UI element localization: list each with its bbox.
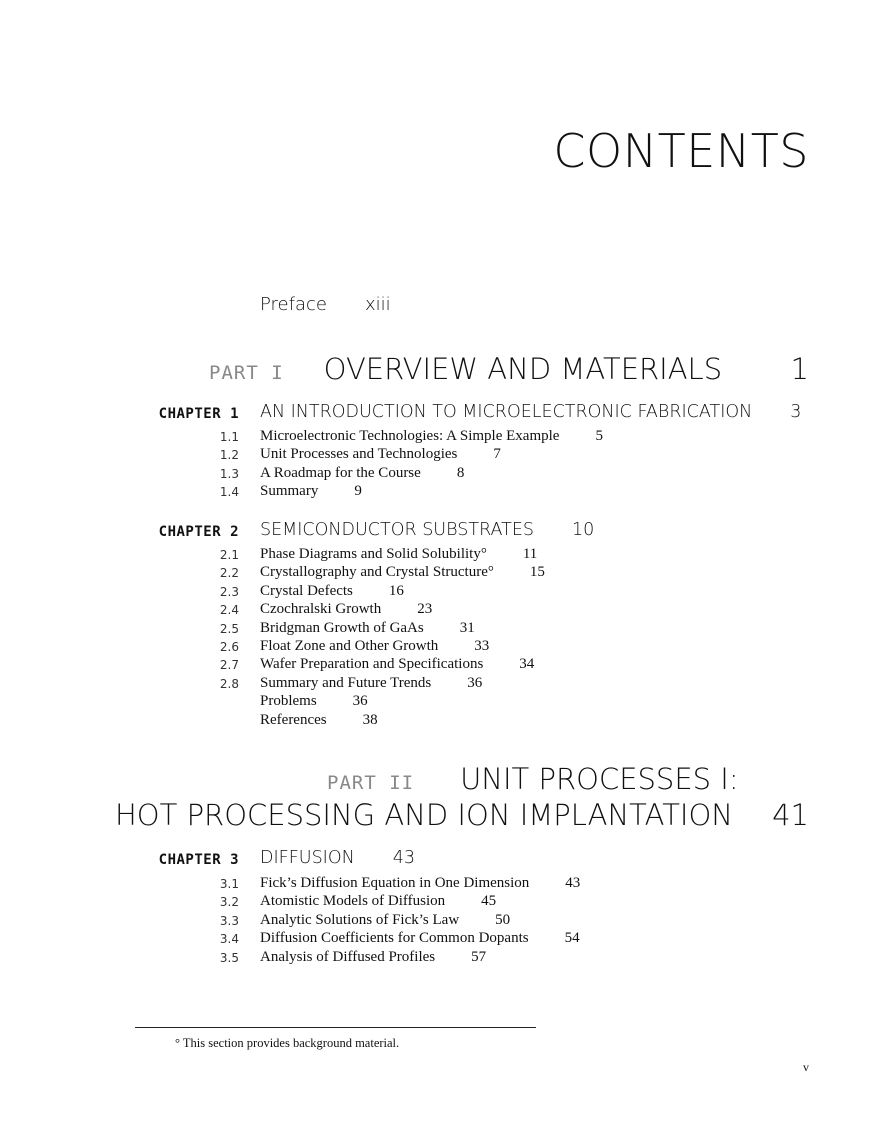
section-page: 38	[362, 711, 378, 728]
section-entry[interactable]	[0, 620, 871, 638]
chapter-title: DIFFUSION	[260, 848, 355, 868]
section-entry[interactable]	[0, 712, 871, 730]
section-page: 36	[467, 674, 483, 691]
chapter-heading[interactable]	[0, 520, 871, 544]
footnote: ° This section provides background material.	[175, 1036, 400, 1050]
chapter-title: AN INTRODUCTION TO MICROELECTRONIC FABRICATION	[260, 402, 753, 422]
section-entry[interactable]	[0, 656, 871, 674]
section-entry[interactable]	[0, 546, 871, 564]
section-entry[interactable]	[0, 601, 871, 619]
section-title: Wafer Preparation and Specifications	[260, 656, 484, 673]
part-heading[interactable]	[327, 762, 739, 796]
part-title-line2: HOT PROCESSING AND ION IMPLANTATION	[115, 798, 733, 832]
section-page: 7	[493, 446, 501, 463]
chapter-heading[interactable]	[0, 402, 871, 426]
section-title: References	[260, 711, 327, 728]
section-entry[interactable]	[0, 583, 871, 601]
section-title: Analytic Solutions of Fick’s Law	[260, 911, 460, 928]
section-entry[interactable]	[0, 930, 871, 948]
footnote-rule	[135, 1027, 536, 1028]
section-number: 3.2	[219, 895, 239, 910]
section-number: 1.4	[219, 485, 239, 500]
section-entry[interactable]	[0, 675, 871, 693]
section-title: Fick’s Diffusion Equation in One Dimension	[260, 875, 530, 891]
section-entry[interactable]	[0, 638, 871, 656]
chapter-label: CHAPTER 1	[158, 406, 239, 422]
section-number: 3.1	[219, 877, 239, 891]
section-page: 9	[354, 483, 362, 500]
section-title: Unit Processes and Technologies	[260, 446, 458, 463]
section-title: Diffusion Coefficients for Common Dopants	[260, 930, 529, 947]
section-number: 2.8	[219, 676, 239, 691]
preface-label: Preface	[260, 294, 327, 315]
section-number: 3.3	[219, 913, 239, 928]
page-title: CONTENTS	[553, 124, 809, 178]
section-page: 5	[595, 428, 603, 444]
preface-page: xiii	[364, 294, 391, 315]
section-number: 1.2	[219, 448, 239, 463]
section-entry[interactable]	[0, 949, 871, 967]
section-entry[interactable]	[0, 465, 871, 483]
section-title: A Roadmap for the Course	[260, 464, 421, 481]
section-title: Crystal Defects	[260, 582, 353, 599]
section-title: Bridgman Growth of GaAs	[260, 619, 424, 636]
section-page: 16	[388, 582, 404, 599]
section-title: Atomistic Models of Diffusion	[260, 893, 446, 910]
section-page: 15	[529, 564, 545, 581]
section-page: 57	[471, 948, 487, 965]
section-title: Problems	[260, 693, 317, 710]
section-number: 1.1	[219, 430, 239, 444]
section-list	[0, 546, 871, 730]
part-heading-continued[interactable]	[115, 798, 809, 832]
section-page: 43	[565, 875, 581, 891]
section-list	[0, 428, 871, 502]
chapter-heading[interactable]	[0, 848, 871, 872]
section-page: 33	[474, 637, 490, 654]
section-entry[interactable]	[0, 446, 871, 464]
section-title: Summary	[260, 483, 319, 500]
section-entry[interactable]	[0, 564, 871, 582]
section-number: 2.1	[219, 548, 239, 562]
section-title: Analysis of Diffused Profiles	[260, 948, 436, 965]
section-title: Czochralski Growth	[260, 601, 382, 618]
section-entry[interactable]	[0, 483, 871, 501]
section-page: 36	[352, 693, 368, 710]
chapter-page: 43	[392, 848, 415, 868]
part-page: 41	[772, 798, 809, 832]
section-entry[interactable]	[0, 893, 871, 911]
section-page: 11	[522, 546, 538, 562]
section-title: Phase Diagrams and Solid Solubility°	[260, 546, 487, 562]
page-number: v	[803, 1060, 809, 1074]
chapter-page: 10	[571, 520, 595, 540]
preface-entry[interactable]	[260, 294, 391, 315]
section-number: 2.7	[219, 658, 239, 673]
part-title: OVERVIEW AND MATERIALS	[323, 352, 723, 386]
section-number: 2.5	[219, 621, 239, 636]
chapter-title: SEMICONDUCTOR SUBSTRATES	[260, 520, 534, 540]
section-page: 45	[481, 893, 497, 910]
section-number: 2.6	[219, 639, 239, 654]
section-title: Summary and Future Trends	[260, 674, 432, 691]
section-number: 3.5	[219, 950, 239, 965]
section-page: 50	[495, 911, 511, 928]
chapter-label: CHAPTER 3	[158, 852, 239, 868]
part-page: 1	[790, 352, 809, 386]
section-page: 31	[459, 619, 475, 636]
part-title-line1: UNIT PROCESSES I:	[460, 762, 739, 796]
section-list	[0, 875, 871, 967]
part-label: PART II	[327, 772, 415, 794]
section-entry[interactable]	[0, 912, 871, 930]
section-title: Float Zone and Other Growth	[260, 637, 439, 654]
chapter-label: CHAPTER 2	[158, 524, 239, 540]
section-number: 2.2	[219, 566, 239, 581]
part-heading[interactable]	[209, 352, 809, 386]
section-entry[interactable]	[0, 428, 871, 446]
chapter-page: 3	[790, 402, 802, 422]
section-page: 34	[519, 656, 535, 673]
section-entry[interactable]	[0, 875, 871, 893]
section-page: 8	[456, 464, 465, 481]
section-page: 23	[417, 601, 433, 618]
section-number: 2.3	[219, 584, 239, 599]
part-label: PART I	[209, 362, 284, 384]
section-title: Crystallography and Crystal Structure°	[260, 564, 494, 581]
section-number: 3.4	[219, 932, 239, 947]
section-number: 2.4	[219, 603, 239, 618]
section-number: 1.3	[219, 466, 239, 481]
section-page: 54	[564, 930, 580, 947]
section-title: Microelectronic Technologies: A Simple Example	[260, 428, 560, 444]
section-entry[interactable]	[0, 693, 871, 711]
